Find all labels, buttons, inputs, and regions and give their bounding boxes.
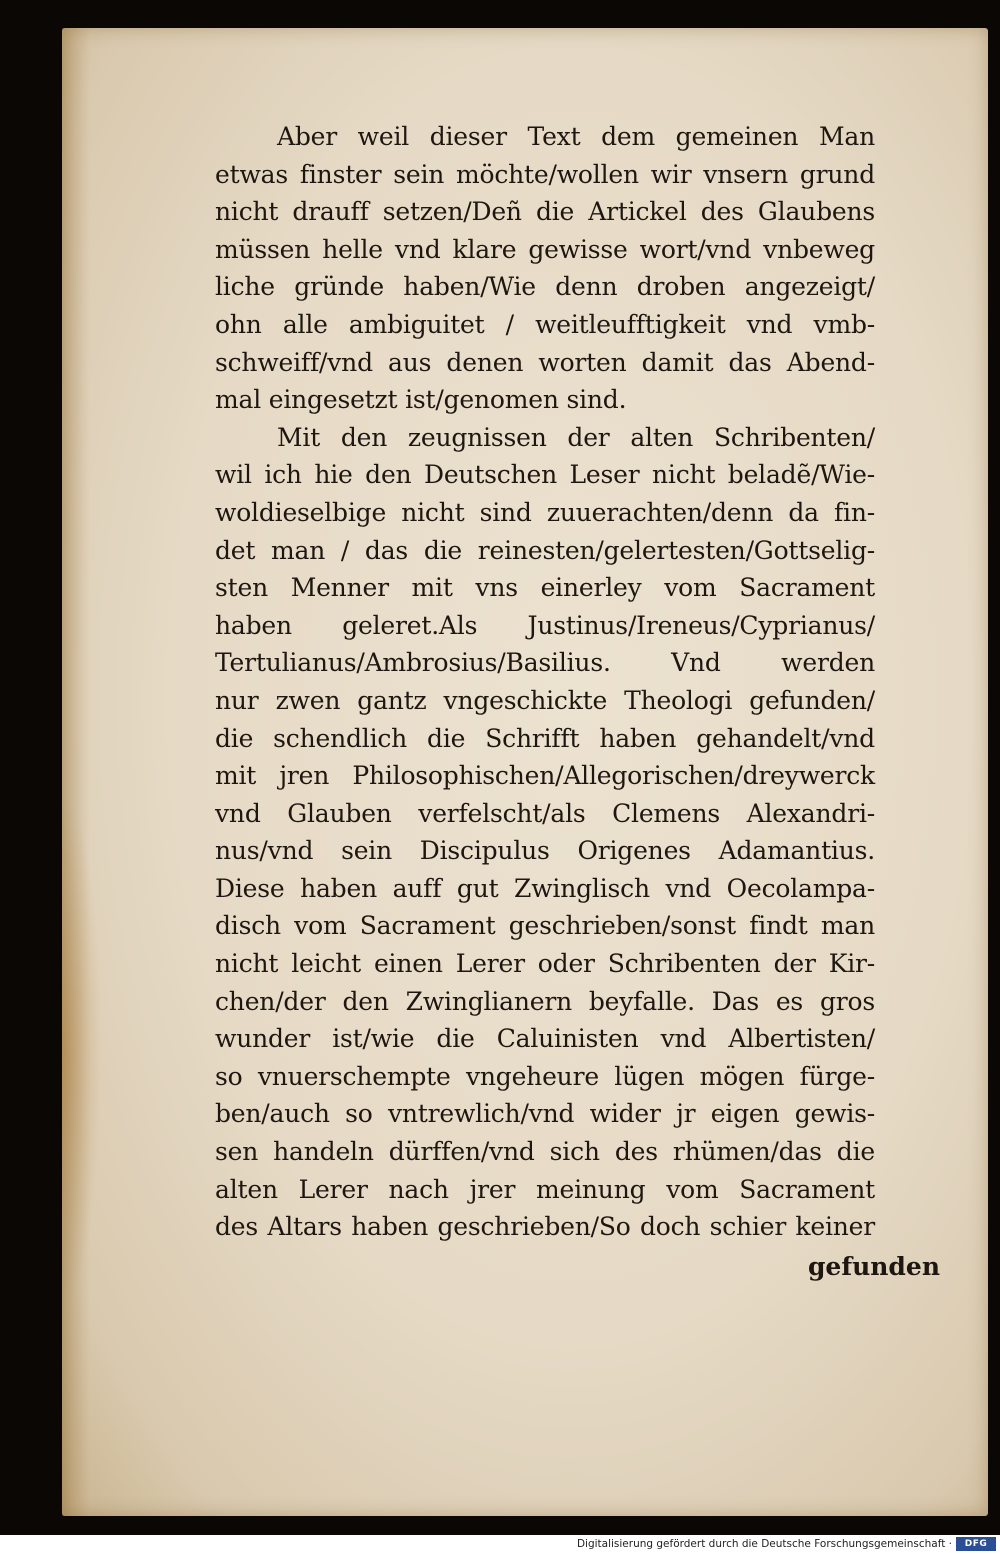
funding-credit: Digitalisierung gefördert durch die Deutsche Forschungsgemeinschaft ·: [576, 1538, 952, 1550]
text-line: woldieselbige nicht sind zuuerachten/denn da fin-: [215, 497, 875, 527]
text-line: disch vom Sacrament geschrieben/sonst findt man: [215, 911, 875, 941]
text-line: nicht drauff setzen/Deñ die Artickel des Glaubens: [215, 197, 875, 227]
text-line: sten Menner mit vns einerley vom Sacrament: [215, 573, 875, 603]
text-line: schweiff/vnd aus denen worten damit das Abend-: [215, 347, 875, 377]
text-line: des Altars haben geschrieben/So doch schier keiner: [215, 1212, 875, 1242]
text-line: so vnuerschempte vngeheure lügen mögen fürge-: [215, 1061, 875, 1091]
page-text: [215, 118, 875, 1246]
text-line: ohn alle ambiguitet / weitleufftigkeit vnd vmb-: [215, 309, 875, 339]
text-line: Aber weil dieser Text dem gemeinen Man: [277, 122, 875, 151]
page-stain: [62, 788, 102, 1308]
text-line: Tertulianus/Ambrosius/Basilius. Vnd werden: [215, 648, 875, 678]
text-line: etwas finster sein möchte/wollen wir vnsern grund: [215, 159, 875, 189]
text-line: liche gründe haben/Wie denn droben angezeigt/: [215, 272, 875, 302]
text-line: wil ich hie den Deutschen Leser nicht beladẽ/Wie-: [215, 460, 875, 490]
text-line: ben/auch so vntrewlich/vnd wider jr eigen gewis-: [215, 1099, 875, 1129]
text-line: wunder ist/wie die Caluinisten vnd Albertisten/: [215, 1024, 875, 1054]
text-line: chen/der den Zwinglianern beyfalle. Das es gros: [215, 986, 875, 1016]
text-line: müssen helle vnd klare gewisse wort/vnd vnbeweg: [215, 234, 875, 264]
digitization-footer: [0, 1535, 1000, 1554]
text-line: die schendlich die Schrifft haben gehandelt/vnd: [215, 723, 875, 753]
text-line: mit jren Philosophischen/Allegorischen/dreywerck: [215, 761, 875, 791]
catchword: gefunden: [807, 1252, 940, 1281]
text-line: nur zwen gantz vngeschickte Theologi gefunden/: [215, 685, 875, 715]
text-line: sen handeln dürffen/vnd sich des rhümen/das die: [215, 1137, 875, 1167]
text-line: Mit den zeugnissen der alten Schribenten/: [277, 422, 875, 452]
text-line: Diese haben auff gut Zwinglisch vnd Oecolampa-: [215, 873, 875, 903]
text-line: alten Lerer nach jrer meinung vom Sacrament: [215, 1174, 875, 1204]
text-line: det man / das die reinesten/gelertesten/Gottselig-: [215, 535, 875, 565]
text-line: mal eingesetzt ist/genomen sind.: [215, 385, 627, 415]
text-line: nus/vnd sein Discipulus Origenes Adamantius.: [215, 836, 875, 866]
dfg-logo-icon: DFG: [956, 1537, 996, 1551]
text-line: haben geleret.Als Justinus/Ireneus/Cyprianus/: [215, 610, 875, 640]
text-line: nicht leicht einen Lerer oder Schribenten der Kir-: [215, 949, 875, 979]
text-line: vnd Glauben verfelscht/als Clemens Alexandri-: [215, 798, 875, 828]
